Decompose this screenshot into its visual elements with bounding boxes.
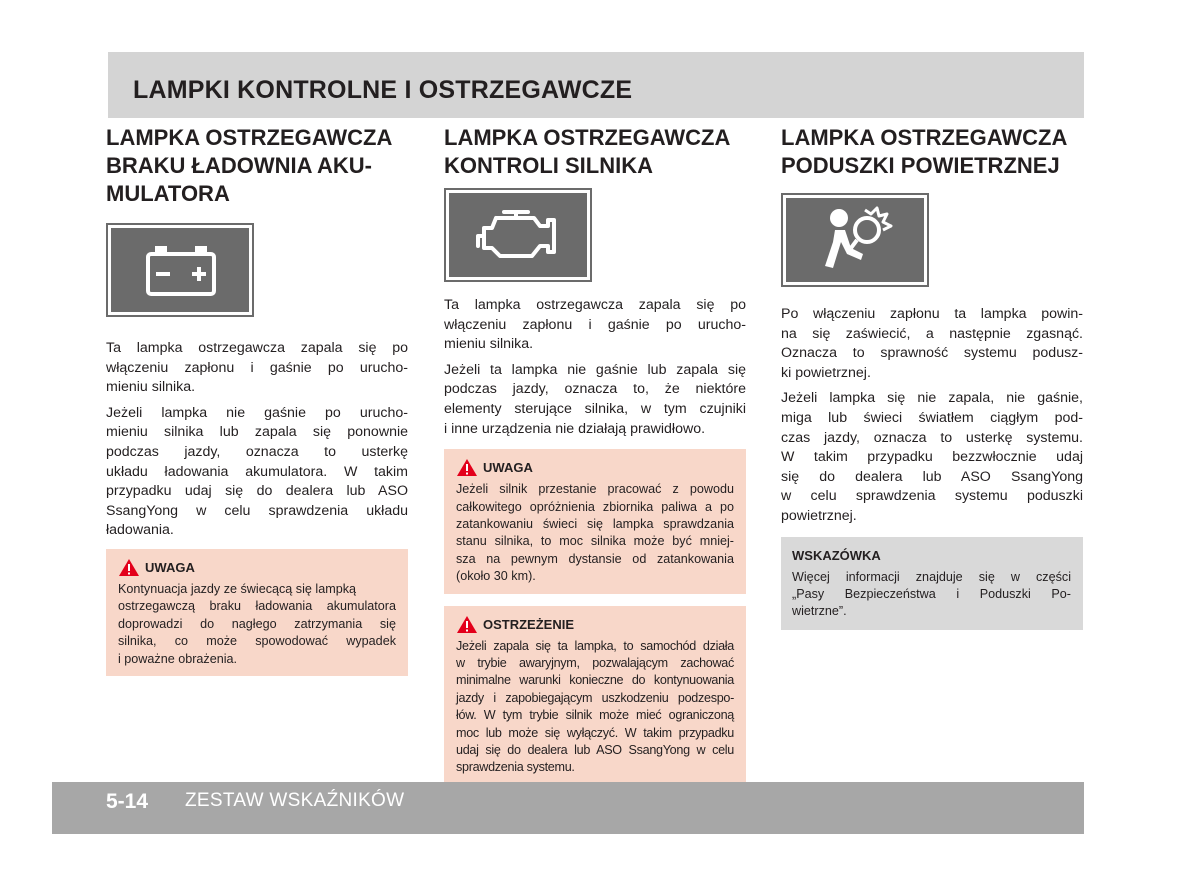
page-header [108, 52, 1084, 118]
page-footer [52, 782, 1084, 834]
caution-notice [444, 449, 746, 593]
battery-icon [140, 242, 220, 298]
engine-warning-lamp [444, 188, 592, 282]
section-airbag-warning [781, 124, 1083, 630]
section-battery-warning [106, 124, 408, 676]
warning-notice [444, 606, 746, 785]
tip-text: Więcej informacji znajduje się w części „Pasy Bezpieczeństwa i Poduszki Po- wietrzne”. [792, 569, 1071, 619]
page-number: 5-14 [106, 790, 149, 813]
paragraph: Jeżeli lampka nie gaśnie po urucho- mieniu silnika lub zapala się ponownie podczas jazdy, oznacza to usterkę układu ładowania akumulatora. W takim przypadku udaj się do dealera lub ASO SsangYong w celu sprawdzenia układu ładowania. [106, 404, 408, 539]
paragraph: Jeżeli ta lampka nie gaśnie lub zapala się podczas jazdy, oznacza to, że niektóre elementy sterujące silnika, w tym czujniki i inne urządzenia nie działają prawidłowo. [444, 361, 746, 437]
warning-triangle-icon [456, 615, 478, 634]
notice-text: Jeżeli zapala się ta lampka, to samochód działa w trybie awaryjnym, pozwalającym zachować minimalne warunki konieczne do kontynuowania jazdy i zapobiegającym uszkodzeniu podzespo- łów. W tym trybie silnik może mieć ograniczoną moc lub może się wyłączyć. W takim przypadku udaj się do dealera lub ASO SsangYong w celu sprawdzenia systemu. [456, 638, 734, 775]
chapter-title: ZESTAW WSKAŹNIKÓW [185, 790, 405, 811]
section-engine-warning [444, 124, 746, 785]
battery-warning-lamp [106, 223, 254, 317]
paragraph: Ta lampka ostrzegawcza zapala się po włączeniu zapłonu i gaśnie po urucho- mieniu silnika. [106, 340, 408, 396]
warning-triangle-icon [456, 458, 478, 477]
section-body [106, 339, 408, 541]
engine-icon [474, 206, 562, 264]
warning-triangle-icon [118, 558, 140, 577]
section-body [444, 296, 746, 439]
paragraph: Po włączeniu zapłonu ta lampka powin- na się zaświecić, a następnie zgasnąć. Oznacza to sprawność systemu podusz- ki powietrznej. [781, 306, 1083, 381]
section-title: LAMPKA OSTRZEGAWCZA KONTROLI SILNIKA [444, 125, 731, 178]
notice-label: UWAGA [483, 460, 533, 476]
page-title: LAMPKI KONTROLNE I OSTRZEGAWCZE [133, 76, 633, 104]
airbag-warning-lamp [781, 193, 929, 287]
section-title: LAMPKA OSTRZEGAWCZA PODUSZKI POWIETRZNEJ [781, 125, 1068, 178]
notice-text: Kontynuacja jazdy ze świecącą się lampką ostrzegawczą braku ładowania akumulatora doprowadzi do nagłego zatrzymania się silnika, co może spowodować wypadek i poważne obrażenia. [118, 581, 396, 666]
notice-label: UWAGA [145, 559, 195, 575]
tip-label: WSKAZÓWKA [792, 547, 881, 563]
paragraph: Ta lampka ostrzegawcza zapala się po włączeniu zapłonu i gaśnie po urucho- mieniu silnika. [444, 297, 746, 353]
airbag-icon [815, 204, 895, 276]
caution-notice [106, 549, 408, 676]
notice-label: OSTRZEŻENIE [483, 616, 575, 632]
section-body [781, 305, 1083, 527]
notice-text: Jeżeli silnik przestanie pracować z powodu całkowitego opróżnienia zbiornika paliwa a po zatankowaniu świeci się lampka sprawdzania stanu silnika, to moc silnika może być mniej- sza na pewnym dystansie od zatankowania (około 30 km). [456, 482, 734, 584]
section-title: LAMPKA OSTRZEGAWCZA BRAKU ŁADOWNIA AKU- MULATORA [106, 125, 393, 206]
paragraph: Jeżeli lampka się nie zapala, nie gaśnie, miga lub świeci światłem ciągłym pod- czas jazdy, oznacza to usterkę systemu. W takim przypadku bezzwłocznie udaj się do dealera lub ASO SsangYong w celu sprawdzenia systemu poduszki powietrznej. [781, 390, 1083, 524]
tip-box [781, 537, 1083, 630]
